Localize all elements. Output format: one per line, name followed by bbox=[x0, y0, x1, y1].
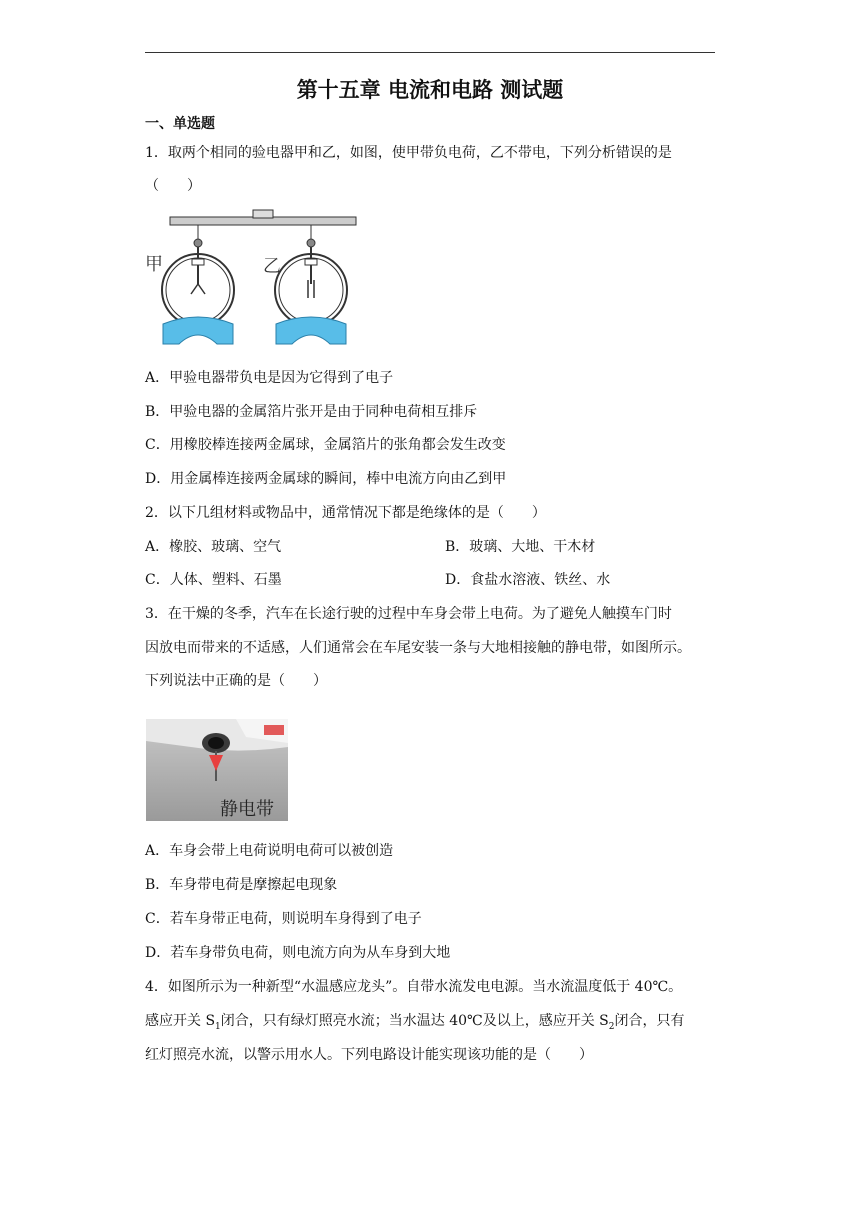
q3-option-b: B．车身带电荷是摩擦起电现象 bbox=[145, 877, 338, 893]
q1-option-c: C．用橡胶棒连接两金属球，金属箔片的张角都会发生改变 bbox=[145, 437, 506, 453]
label-yi: 乙 bbox=[263, 256, 281, 277]
q3-option-a: A．车身会带上电荷说明电荷可以被创造 bbox=[145, 843, 394, 859]
q3-option-d: D．若车身带负电荷，则电流方向为从车身到大地 bbox=[145, 945, 451, 961]
label-jia: 甲 bbox=[145, 254, 163, 275]
q2-option-b: B．玻璃、大地、干木材 bbox=[445, 539, 596, 555]
static-strap-photo bbox=[146, 719, 288, 821]
q1-option-b: B．甲验电器的金属箔片张开是由于同种电荷相互排斥 bbox=[145, 404, 478, 420]
page-title: 第十五章 电流和电路 测试题 bbox=[296, 78, 564, 102]
static-strap-label: 静电带 bbox=[220, 799, 274, 820]
q3-stem-line3: 下列说法中正确的是（ ） bbox=[145, 673, 327, 689]
electroscope-figure bbox=[145, 206, 365, 351]
q3-stem-line2: 因放电而带来的不适感，人们通常会在车尾安装一条与大地相接触的静电带，如图所示。 bbox=[145, 640, 691, 656]
q2-option-d: D．食盐水溶液、铁丝、水 bbox=[445, 572, 611, 588]
q4-stem-line2: 感应开关 $S_1$闭合，只有绿灯照亮水流；当水温达 40℃及以上，感应开关 $S_2$闭合，只有 bbox=[145, 1013, 685, 1032]
q1-stem-bracket: （ ） bbox=[145, 178, 201, 194]
header-rule bbox=[145, 52, 715, 53]
q2-stem: 2．以下几组材料或物品中，通常情况下都是绝缘体的是（ ） bbox=[145, 505, 546, 521]
q1-option-d: D．用金属棒连接两金属球的瞬间，棒中电流方向由乙到甲 bbox=[145, 471, 507, 487]
electroscope-jia bbox=[162, 225, 234, 344]
q2-option-c: C．人体、塑料、石墨 bbox=[145, 572, 282, 588]
q3-option-c: C．若车身带正电荷，则说明车身得到了电子 bbox=[145, 911, 422, 927]
section-heading: 一、单选题 bbox=[145, 116, 215, 132]
q2-option-a: A．橡胶、玻璃、空气 bbox=[145, 539, 282, 555]
q4-stem-line3: 红灯照亮水流，以警示用水人。下列电路设计能实现该功能的是（ ） bbox=[145, 1047, 593, 1063]
q1-stem: 1．取两个相同的验电器甲和乙，如图，使甲带负电荷，乙不带电，下列分析错误的是 bbox=[145, 145, 672, 161]
q3-stem-line1: 3．在干燥的冬季，汽车在长途行驶的过程中车身会带上电荷。为了避免人触摸车门时 bbox=[145, 606, 672, 622]
electroscope-yi bbox=[275, 225, 347, 344]
q4-stem-line1: 4．如图所示为一种新型“水温感应龙头”。自带水流发电电源。当水流温度低于 40℃。 bbox=[145, 979, 683, 995]
q1-option-a: A．甲验电器带负电是因为它得到了电子 bbox=[145, 370, 394, 386]
